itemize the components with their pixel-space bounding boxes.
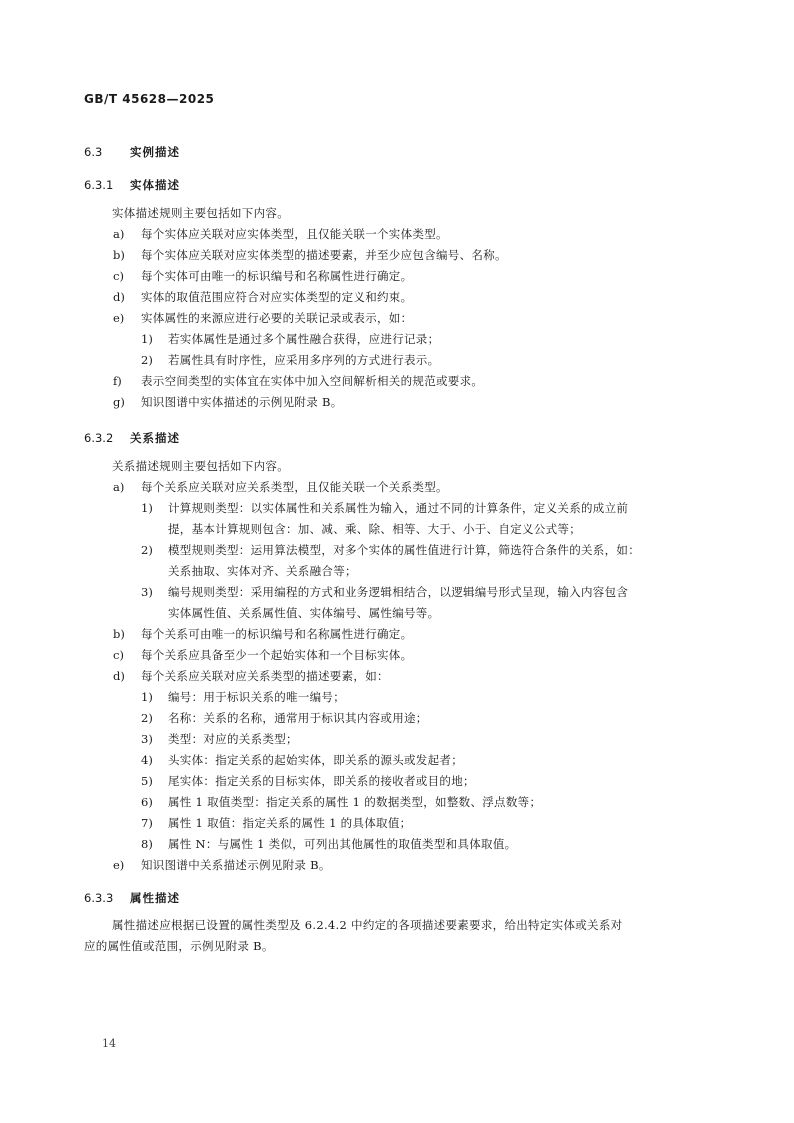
section-number: 6.3.3 (84, 891, 114, 905)
sub-item-label: 7) (141, 816, 153, 830)
section-title: 关系描述 (130, 431, 180, 445)
sub-item-text: 属性 1 取值类型：指定关系的属性 1 的数据类型，如整数、浮点数等； (168, 795, 542, 809)
section-heading-6-3-3 (84, 890, 180, 906)
list-item-label: e) (113, 311, 125, 325)
section-heading-6-3-1 (84, 177, 180, 193)
list-item-text: 实体属性的来源应进行必要的关联记录或表示，如： (141, 311, 413, 325)
sub-item-text: 若实体属性是通过多个属性融合获得，应进行记录； (168, 332, 440, 346)
section-number: 6.3.1 (84, 178, 114, 192)
sub-item-text: 头实体：指定关系的起始实体，即关系的源头或发起者； (168, 753, 463, 767)
sub-item-text: 尾实体：指定关系的目标实体，即关系的接收者或目的地； (168, 774, 475, 788)
sub-item-text: 模型规则类型：运用算法模型，对多个实体的属性值进行计算，筛选符合条件的关系，如： (168, 543, 640, 557)
list-item-label: f) (113, 374, 122, 388)
standard-code: GB/T 45628—2025 (84, 92, 215, 106)
section-title: 属性描述 (130, 891, 180, 905)
intro-paragraph: 实体描述规则主要包括如下内容。 (112, 206, 289, 220)
sub-item-text: 计算规则类型：以实体属性和关系属性为输入，通过不同的计算条件，定义关系的成立前 (168, 501, 629, 515)
list-item-label: c) (113, 269, 124, 283)
sub-item-text: 编号规则类型：采用编程的方式和业务逻辑相结合，以逻辑编号形式呈现，输入内容包含 (168, 585, 629, 599)
sub-item-label: 4) (141, 753, 153, 767)
section-title: 实例描述 (130, 145, 180, 159)
section-number: 6.3 (84, 145, 103, 159)
intro-paragraph: 关系描述规则主要包括如下内容。 (112, 459, 289, 473)
sub-item-label: 5) (141, 774, 153, 788)
sub-item-text-continued: 提，基本计算规则包含：加、减、乘、除、相等、大于、小于、自定义公式等； (168, 522, 581, 536)
list-item-label: d) (113, 290, 125, 304)
list-item-label: c) (113, 648, 124, 662)
body-paragraph-line: 属性描述应根据已设置的属性类型及 6.2.4.2 中约定的各项描述要素要求，给出特定实体或关系对 (112, 918, 623, 932)
list-item-label: b) (113, 627, 125, 641)
list-item-text: 知识图谱中实体描述的示例见附录 B。 (141, 395, 343, 409)
sub-item-text: 属性 1 取值：指定关系的属性 1 的具体取值； (168, 816, 412, 830)
section-heading-6-3 (84, 144, 180, 160)
list-item-label: e) (113, 858, 125, 872)
sub-item-text-continued: 实体属性值、关系属性值、实体编号、属性编号等。 (168, 606, 440, 620)
sub-item-text: 名称：关系的名称，通常用于标识其内容或用途； (168, 711, 428, 725)
body-paragraph-line: 应的属性值或范围，示例见附录 B。 (84, 939, 274, 953)
sub-item-label: 1) (141, 501, 153, 515)
list-item-text: 实体的取值范围应符合对应实体类型的定义和约束。 (141, 290, 413, 304)
sub-item-label: 2) (141, 711, 153, 725)
section-title: 实体描述 (130, 178, 180, 192)
list-item-text: 每个关系应关联对应关系类型的描述要素，如： (141, 669, 389, 683)
sub-item-label: 2) (141, 353, 153, 367)
sub-item-label: 1) (141, 332, 153, 346)
sub-item-label: 3) (141, 732, 153, 746)
section-number: 6.3.2 (84, 431, 114, 445)
list-item-text: 每个关系可由唯一的标识编号和名称属性进行确定。 (141, 627, 413, 641)
list-item-text: 表示空间类型的实体宜在实体中加入空间解析相关的规范或要求。 (141, 374, 484, 388)
sub-item-label: 3) (141, 585, 153, 599)
sub-item-text: 编号：用于标识关系的唯一编号； (168, 690, 345, 704)
sub-item-text: 若属性具有时序性，应采用多序列的方式进行表示。 (168, 353, 440, 367)
list-item-label: a) (113, 480, 125, 494)
sub-item-label: 6) (141, 795, 153, 809)
sub-item-text: 类型：对应的关系类型； (168, 732, 298, 746)
sub-item-label: 2) (141, 543, 153, 557)
list-item-label: b) (113, 248, 125, 262)
list-item-text: 每个关系应关联对应关系类型，且仅能关联一个关系类型。 (141, 480, 448, 494)
sub-item-label: 1) (141, 690, 153, 704)
list-item-text: 知识图谱中关系描述示例见附录 B。 (141, 858, 331, 872)
list-item-label: d) (113, 669, 125, 683)
sub-item-label: 8) (141, 837, 153, 851)
list-item-text: 每个实体可由唯一的标识编号和名称属性进行确定。 (141, 269, 413, 283)
section-heading-6-3-2 (84, 430, 180, 446)
sub-item-text: 属性 N：与属性 1 类似，可列出其他属性的取值类型和具体取值。 (168, 837, 517, 851)
sub-item-text-continued: 关系抽取、实体对齐、关系融合等； (168, 564, 357, 578)
list-item-label: a) (113, 227, 125, 241)
list-item-label: g) (113, 395, 125, 409)
list-item-text: 每个实体应关联对应实体类型，且仅能关联一个实体类型。 (141, 227, 448, 241)
list-item-text: 每个关系应具备至少一个起始实体和一个目标实体。 (141, 648, 413, 662)
page-number: 14 (102, 1037, 116, 1050)
list-item-text: 每个实体应关联对应实体类型的描述要素，并至少应包含编号、名称。 (141, 248, 507, 262)
